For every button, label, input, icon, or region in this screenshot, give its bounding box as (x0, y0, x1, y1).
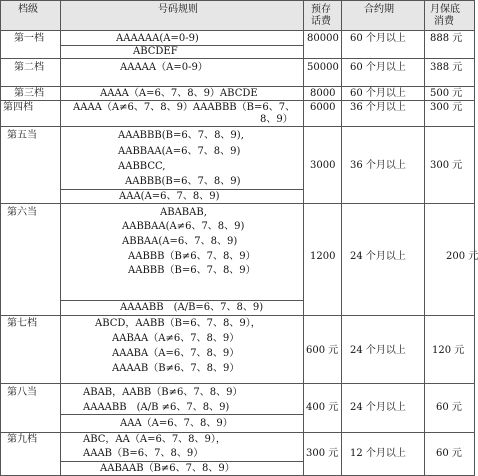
prepay-value: 50000 (307, 62, 339, 73)
pattern-line: AAAABB (A/B ≠6、7、8、9) (83, 402, 230, 413)
min-spend-value: 388 元 (430, 62, 463, 73)
header-contract: 合约期 (364, 4, 394, 15)
contract-value: 24 个月以上 (350, 402, 406, 413)
pattern-line: ABC，AA（A=6、7、8、9）， (83, 434, 226, 445)
min-spend-value: 300 元 (430, 102, 463, 113)
min-spend-value: 200 元 (446, 251, 478, 262)
grid-line (0, 30, 475, 31)
grid-line (0, 0, 475, 1)
grid-line (0, 100, 475, 101)
contract-value: 36 个月以上 (350, 102, 406, 113)
prepay-value: 8000 (310, 88, 336, 99)
pattern-line: 8、9） (260, 114, 293, 125)
prepay-value: 3000 (310, 160, 336, 171)
tier-name: 第一档 (14, 33, 44, 44)
grid-line (0, 203, 475, 204)
tier-name: 第三档 (14, 88, 44, 99)
grid-line (60, 45, 303, 46)
contract-value: 24 个月以上 (350, 251, 406, 262)
tier-name: 第四档 (3, 102, 33, 113)
contract-value: 12 个月以上 (350, 448, 406, 459)
pattern-line: AAABBB(B=6、7、8、9), (118, 130, 244, 141)
tier-name: 第九档 (7, 434, 37, 445)
pattern-line: AAAAB（B≠6、7、8、9） (112, 363, 240, 374)
pattern-line: AAAABB (A/B=6、7、8、9) (120, 302, 264, 313)
grid-line (60, 461, 303, 462)
pattern-line: AAAA（A=6、7、8、9）ABCDE (100, 88, 258, 99)
grid-line (303, 0, 304, 476)
header-tier: 档级 (18, 4, 38, 15)
min-spend-value: 888 元 (430, 33, 463, 44)
pattern-line: ABABAB, (160, 207, 207, 218)
grid-line (0, 86, 475, 87)
pattern-line: AABAAB（B≠6、7、8、9） (100, 463, 235, 474)
pattern-line: AAAB（B=6、7、8、9） (83, 448, 204, 459)
pattern-line: AABBB（B≠6、7、8、9） (128, 251, 256, 262)
grid-line (60, 0, 61, 476)
min-spend-value: 60 元 (436, 402, 462, 413)
header-min-spend-line1: 月保底 (430, 4, 460, 15)
prepay-value: 80000 (307, 33, 339, 44)
min-spend-value: 300 元 (430, 160, 463, 171)
tier-name: 第五当 (7, 130, 37, 141)
prepay-value: 300 元 (306, 448, 339, 459)
pattern-line: AAAAA（A=0-9） (120, 62, 208, 73)
grid-line (60, 189, 303, 190)
grid-line (474, 0, 475, 476)
contract-value: 60 个月以上 (350, 33, 406, 44)
pattern-line: AAAA（A≠6、7、8、9）AAABBB（B=6、7、 (73, 102, 296, 113)
prepay-value: 1200 (310, 251, 336, 262)
grid-line (0, 58, 475, 59)
grid-line (0, 315, 475, 316)
contract-value: 60 个月以上 (350, 62, 406, 73)
tier-name: 第六当 (7, 207, 37, 218)
header-prepay-line2: 话费 (311, 16, 331, 27)
prepay-value: 400 元 (306, 402, 339, 413)
grid-line (0, 126, 475, 127)
pattern-line: AABBB(B=6、7、8、9) (125, 176, 241, 187)
header-pattern: 号码规则 (158, 4, 198, 15)
grid-line (60, 414, 303, 415)
pattern-line: AABBAA(A=6、7、8、9) (118, 146, 241, 157)
min-spend-value: 60 元 (436, 448, 462, 459)
header-background (1, 1, 474, 30)
grid-line (424, 0, 425, 476)
grid-line (341, 0, 342, 476)
contract-value: 24 个月以上 (350, 345, 406, 356)
contract-value: 36 个月以上 (350, 160, 406, 171)
pattern-line: AABBB（B=6、7、8、9） (128, 265, 256, 276)
min-spend-value: 120 元 (432, 345, 465, 356)
header-prepay-line1: 预存 (311, 4, 331, 15)
min-spend-value: 500 元 (430, 88, 463, 99)
grid-line (0, 383, 475, 384)
pattern-line: AAABA（A=6、7、8、9） (112, 348, 240, 359)
pattern-line: ABCDEF (133, 46, 178, 57)
header-min-spend-line2: 消费 (434, 16, 454, 27)
pattern-line: AAAAAA(A=0-9) (116, 33, 199, 44)
pattern-line: AAA(A=6、7、8、9) (119, 191, 220, 202)
prepay-value: 6000 (310, 102, 336, 113)
contract-value: 60 个月以上 (350, 88, 406, 99)
grid-line (60, 300, 303, 301)
pattern-line: ABAB，AABB（B≠6、7、8、9） (83, 387, 243, 398)
pattern-line: ABBAA(A=6、7、8、9) (122, 236, 238, 247)
grid-line (0, 432, 475, 433)
grid-line (0, 0, 1, 476)
pattern-line: AABBCC, (118, 161, 166, 172)
pattern-line: AAA（A=6、7、8、9） (120, 418, 233, 429)
pattern-line: AABAA（A≠6、7、8、9） (112, 333, 240, 344)
tier-name: 第二档 (14, 62, 44, 73)
pattern-line: ABCD，AABB（B=6、7、8、9）， (95, 318, 261, 329)
prepay-value: 600 元 (306, 345, 339, 356)
tier-name: 第七档 (7, 318, 37, 329)
pattern-line: AABBAA(A≠6、7、8、9) (122, 221, 245, 232)
tier-name: 第八当 (7, 387, 37, 398)
